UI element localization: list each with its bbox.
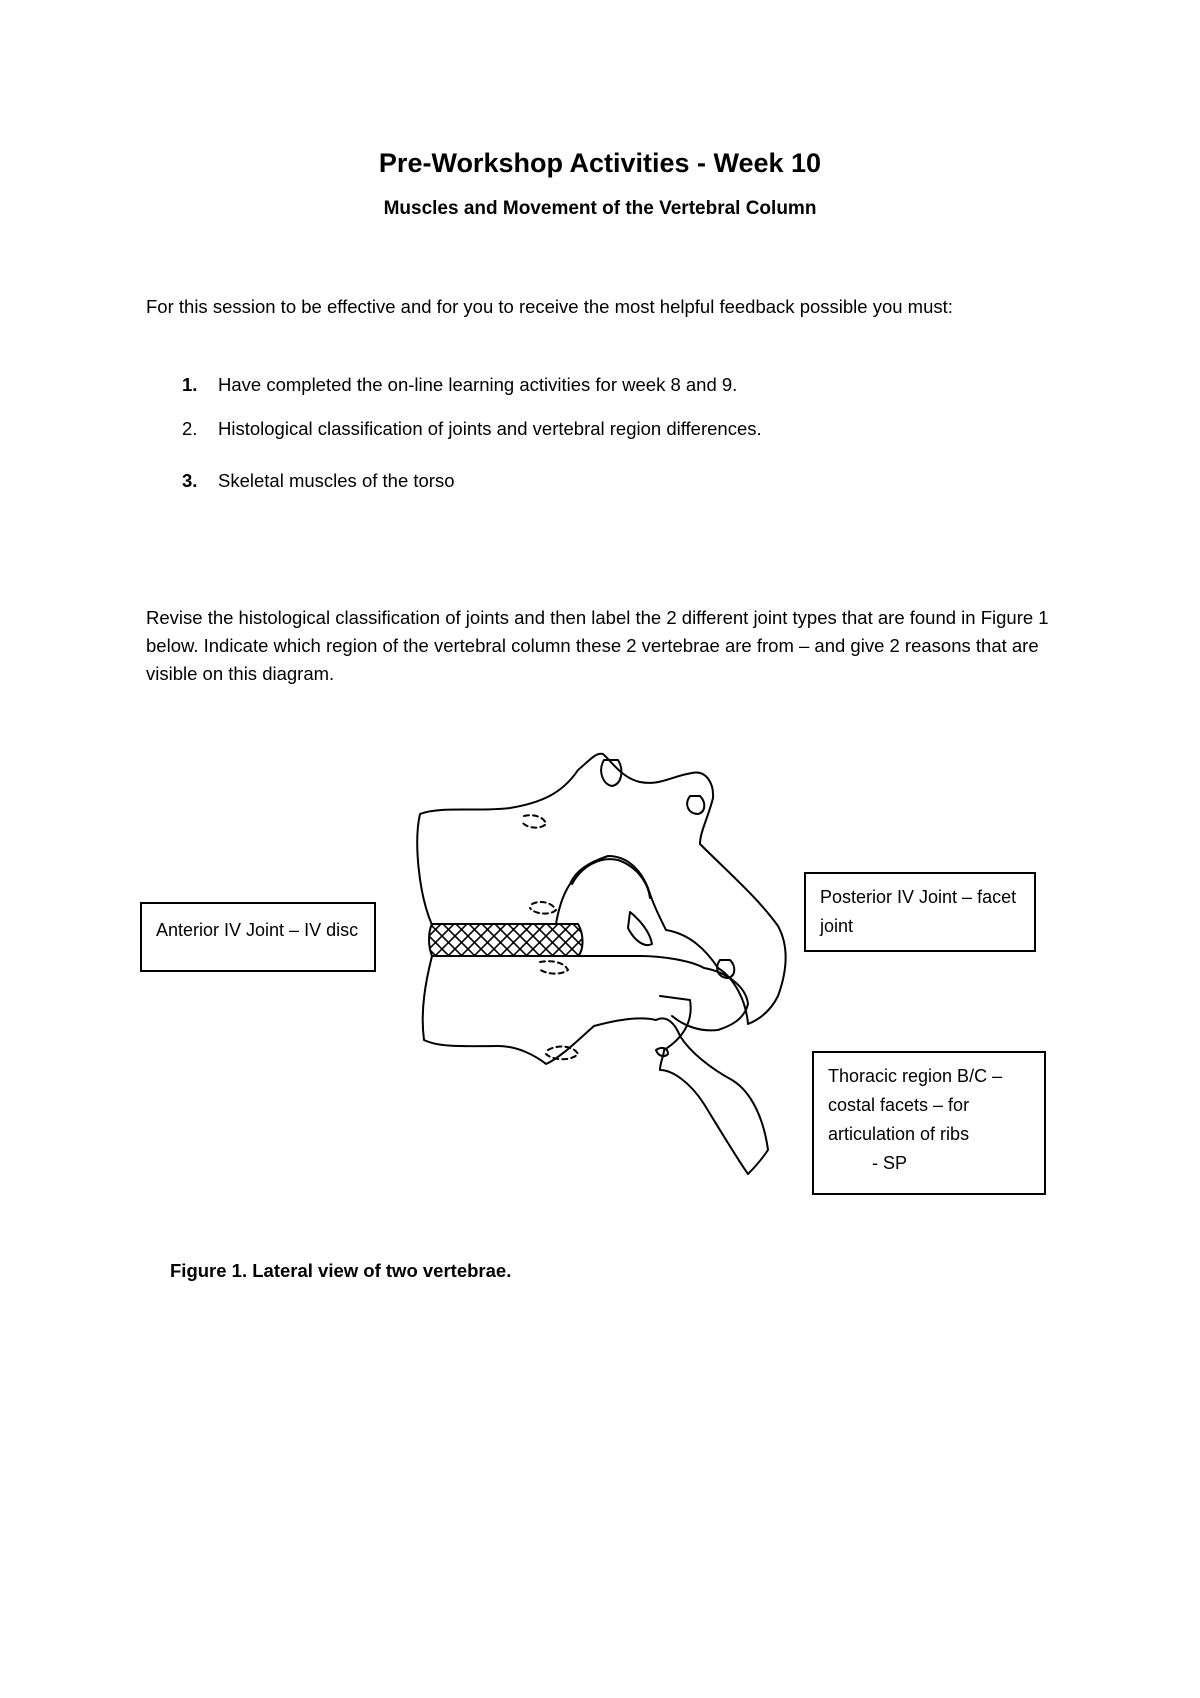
list-item-text: Have completed the on-line learning activities for week 8 and 9.: [218, 374, 738, 395]
label-thoracic-region: [812, 1051, 1046, 1195]
list-item-number: 2.: [182, 418, 198, 439]
upper-vertebra: [417, 754, 785, 1024]
figure-caption: Figure 1. Lateral view of two vertebrae.: [170, 1260, 512, 1281]
instructions-text: Revise the histological classification of joints and then label the 2 different joint types that are found in Figure 1 below. Indicate which region of the vertebral column these 2 vertebrae are from – and give 2 reasons that are visible on this diagram.: [146, 607, 1049, 684]
label-posterior-iv-joint: Posterior IV Joint – facet joint: [804, 872, 1036, 952]
label-line: articulation of ribs: [828, 1124, 970, 1144]
list-item-text: Histological classification of joints and vertebral region differences.: [218, 418, 762, 439]
label-line: Thoracic region B/C –: [828, 1066, 1003, 1086]
list-item: [182, 470, 455, 492]
label-anterior-iv-joint: Anterior IV Joint – IV disc: [140, 902, 376, 972]
label-line: costal facets – for: [828, 1095, 970, 1115]
list-item-number: 3.: [182, 470, 198, 491]
label-list-item: - SP: [872, 1153, 908, 1173]
list-item-number: 1.: [182, 374, 198, 395]
iv-disc: [429, 924, 583, 956]
page-subtitle: Muscles and Movement of the Vertebral Column: [383, 198, 817, 219]
list-item: [182, 418, 762, 440]
page-title: Pre-Workshop Activities - Week 10: [378, 148, 822, 178]
lower-vertebra: [423, 956, 768, 1174]
list-item: [182, 374, 737, 396]
list-item-text: Skeletal muscles of the torso: [218, 470, 455, 491]
intro-text: For this session to be effective and for you to receive the most helpful feedback possible you must:: [146, 296, 953, 317]
